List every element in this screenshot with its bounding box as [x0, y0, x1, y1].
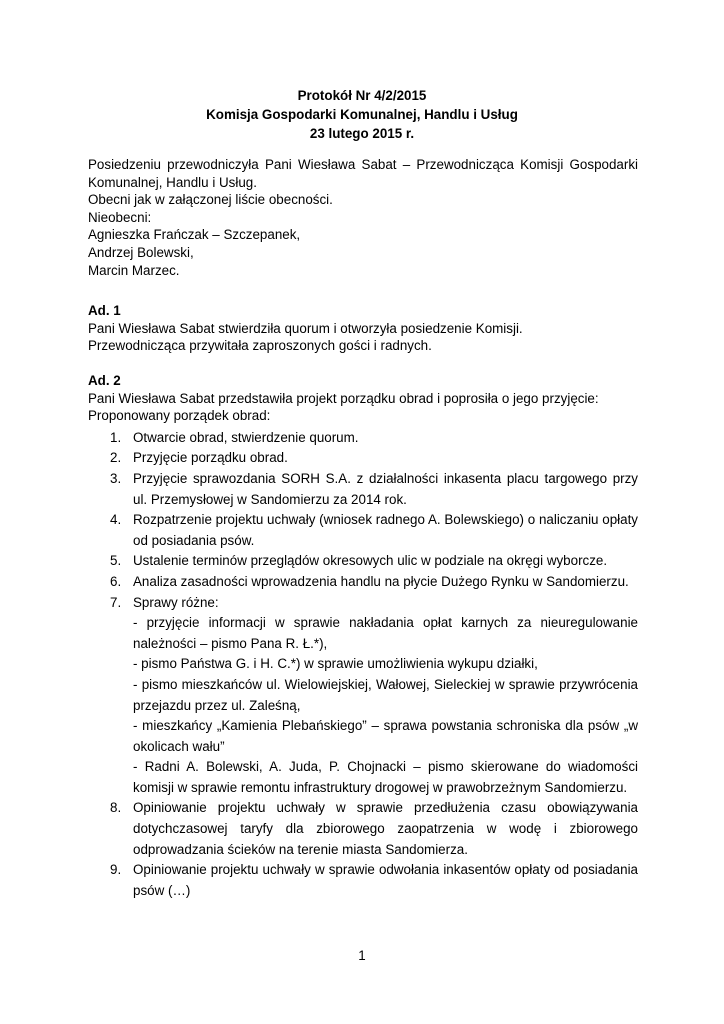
ad1-line: Pani Wiesława Sabat stwierdziła quorum i otworzyła posiedzenie Komisji.: [88, 320, 523, 336]
agenda-item: [88, 428, 638, 449]
agenda-item-text: Otwarcie obrad, stwierdzenie quorum.: [133, 429, 359, 445]
agenda-item: [88, 593, 638, 799]
agenda-item: [88, 510, 638, 551]
agenda-item: [88, 798, 638, 860]
agenda-subitem: - pismo Państwa G. i H. C.*) w sprawie umożliwienia wykupu działki,: [133, 656, 538, 672]
absent-person: Agnieszka Frańczak – Szczepanek,: [88, 227, 301, 243]
agenda-item-text: Sprawy różne:: [133, 594, 219, 610]
agenda-item: [88, 469, 638, 510]
agenda-item-text: Przyjęcie porządku obrad.: [133, 450, 288, 466]
ad1-line: Przewodnicząca przywitała zaproszonych gości i radnych.: [88, 338, 432, 354]
ad2-title: Ad. 2: [88, 373, 121, 388]
agenda-item: [88, 551, 638, 572]
agenda-subitem: - przyjęcie informacji w sprawie nakładania opłat karnych za nieuregulowanie należności – pismo Pana R. Ł.*),: [133, 615, 638, 651]
absent-label: Nieobecni:: [88, 209, 152, 225]
intro-section: [88, 156, 638, 279]
absent-person: Andrzej Bolewski,: [88, 244, 194, 260]
document-header: [88, 86, 636, 143]
agenda-item: [88, 572, 638, 593]
agenda-item-number: 1.: [110, 429, 122, 445]
agenda-subitem: - mieszkańcy „Kamienia Plebańskiego” – sprawa powstania schroniska dla psów „w okolicach wału”: [133, 718, 638, 754]
ad2-line: Pani Wiesława Sabat przedstawiła projekt porządku obrad i poprosiła o jego przyjęcie:: [88, 390, 599, 406]
ad2-line: Proponowany porządek obrad:: [88, 408, 271, 424]
agenda-item-text: Rozpatrzenie projektu uchwały (wniosek radnego A. Bolewskiego) o naliczaniu opłaty od posiadania psów.: [133, 512, 638, 548]
agenda-subitem: - pismo mieszkańców ul. Wielowiejskiej, Wałowej, Sieleckiej w sprawie przywrócenia przejazdu przez ul. Zaleśną,: [133, 676, 638, 713]
attendance-note: Obecni jak w załączonej liście obecności.: [88, 192, 333, 208]
agenda-item-number: 2.: [110, 450, 122, 466]
agenda-item-text: Ustalenie terminów przeglądów okresowych ulic w podziale na okręgi wyborcze.: [133, 553, 608, 569]
agenda-item: [88, 860, 638, 901]
agenda-item-text: Przyjęcie sprawozdania SORH S.A. z działalności inkasenta placu targowego przy ul. Przemysłowej w Sandomierzu za 2014 rok.: [133, 470, 638, 507]
meeting-date: 23 lutego 2015 r.: [309, 126, 415, 141]
committee-name: Komisja Gospodarki Komunalnej, Handlu i Usług: [206, 107, 518, 122]
agenda-item-number: 4.: [110, 512, 122, 528]
absent-person: Marcin Marzec.: [88, 262, 180, 278]
ad2-section: [88, 372, 638, 901]
agenda-item-text: Opiniowanie projektu uchwały w sprawie przedłużenia czasu obowiązywania dotychczasowej taryfy dla zbiorowego zaopatrzenia w wodę i zbiorowego odprowadzania ścieków na terenie miasta Sandomierza.: [133, 800, 638, 857]
agenda-item-number: 6.: [110, 573, 122, 589]
ad1-section: [88, 302, 638, 355]
agenda-item-number: 5.: [110, 553, 122, 569]
agenda-item-number: 3.: [110, 470, 122, 486]
agenda-item-number: 9.: [110, 862, 122, 878]
protocol-number: Protokół Nr 4/2/2015: [297, 88, 427, 103]
agenda-item-number: 7.: [110, 594, 122, 610]
page-number: 1: [358, 948, 366, 963]
agenda-subitem: - Radni A. Bolewski, A. Juda, P. Chojnacki – pismo skierowane do wiadomości komisji w sprawie remontu infrastruktury drogowej w prawobrzeżnym Sandomierzu.: [133, 759, 638, 795]
agenda-item-text: Analiza zasadności wprowadzenia handlu na płycie Dużego Rynku w Sandomierzu.: [133, 573, 629, 589]
agenda-item-number: 8.: [110, 800, 122, 816]
agenda-list: [88, 428, 638, 902]
chair-paragraph: Posiedzeniu przewodniczyła Pani Wiesława Sabat – Przewodnicząca Komisji Gospodarki Komunalnej, Handlu i Usług.: [88, 157, 638, 190]
agenda-item-text: Opiniowanie projektu uchwały w sprawie odwołania inkasentów opłaty od posiadania psów (…): [133, 862, 638, 898]
ad1-title: Ad. 1: [88, 303, 121, 318]
agenda-item: [88, 448, 638, 469]
